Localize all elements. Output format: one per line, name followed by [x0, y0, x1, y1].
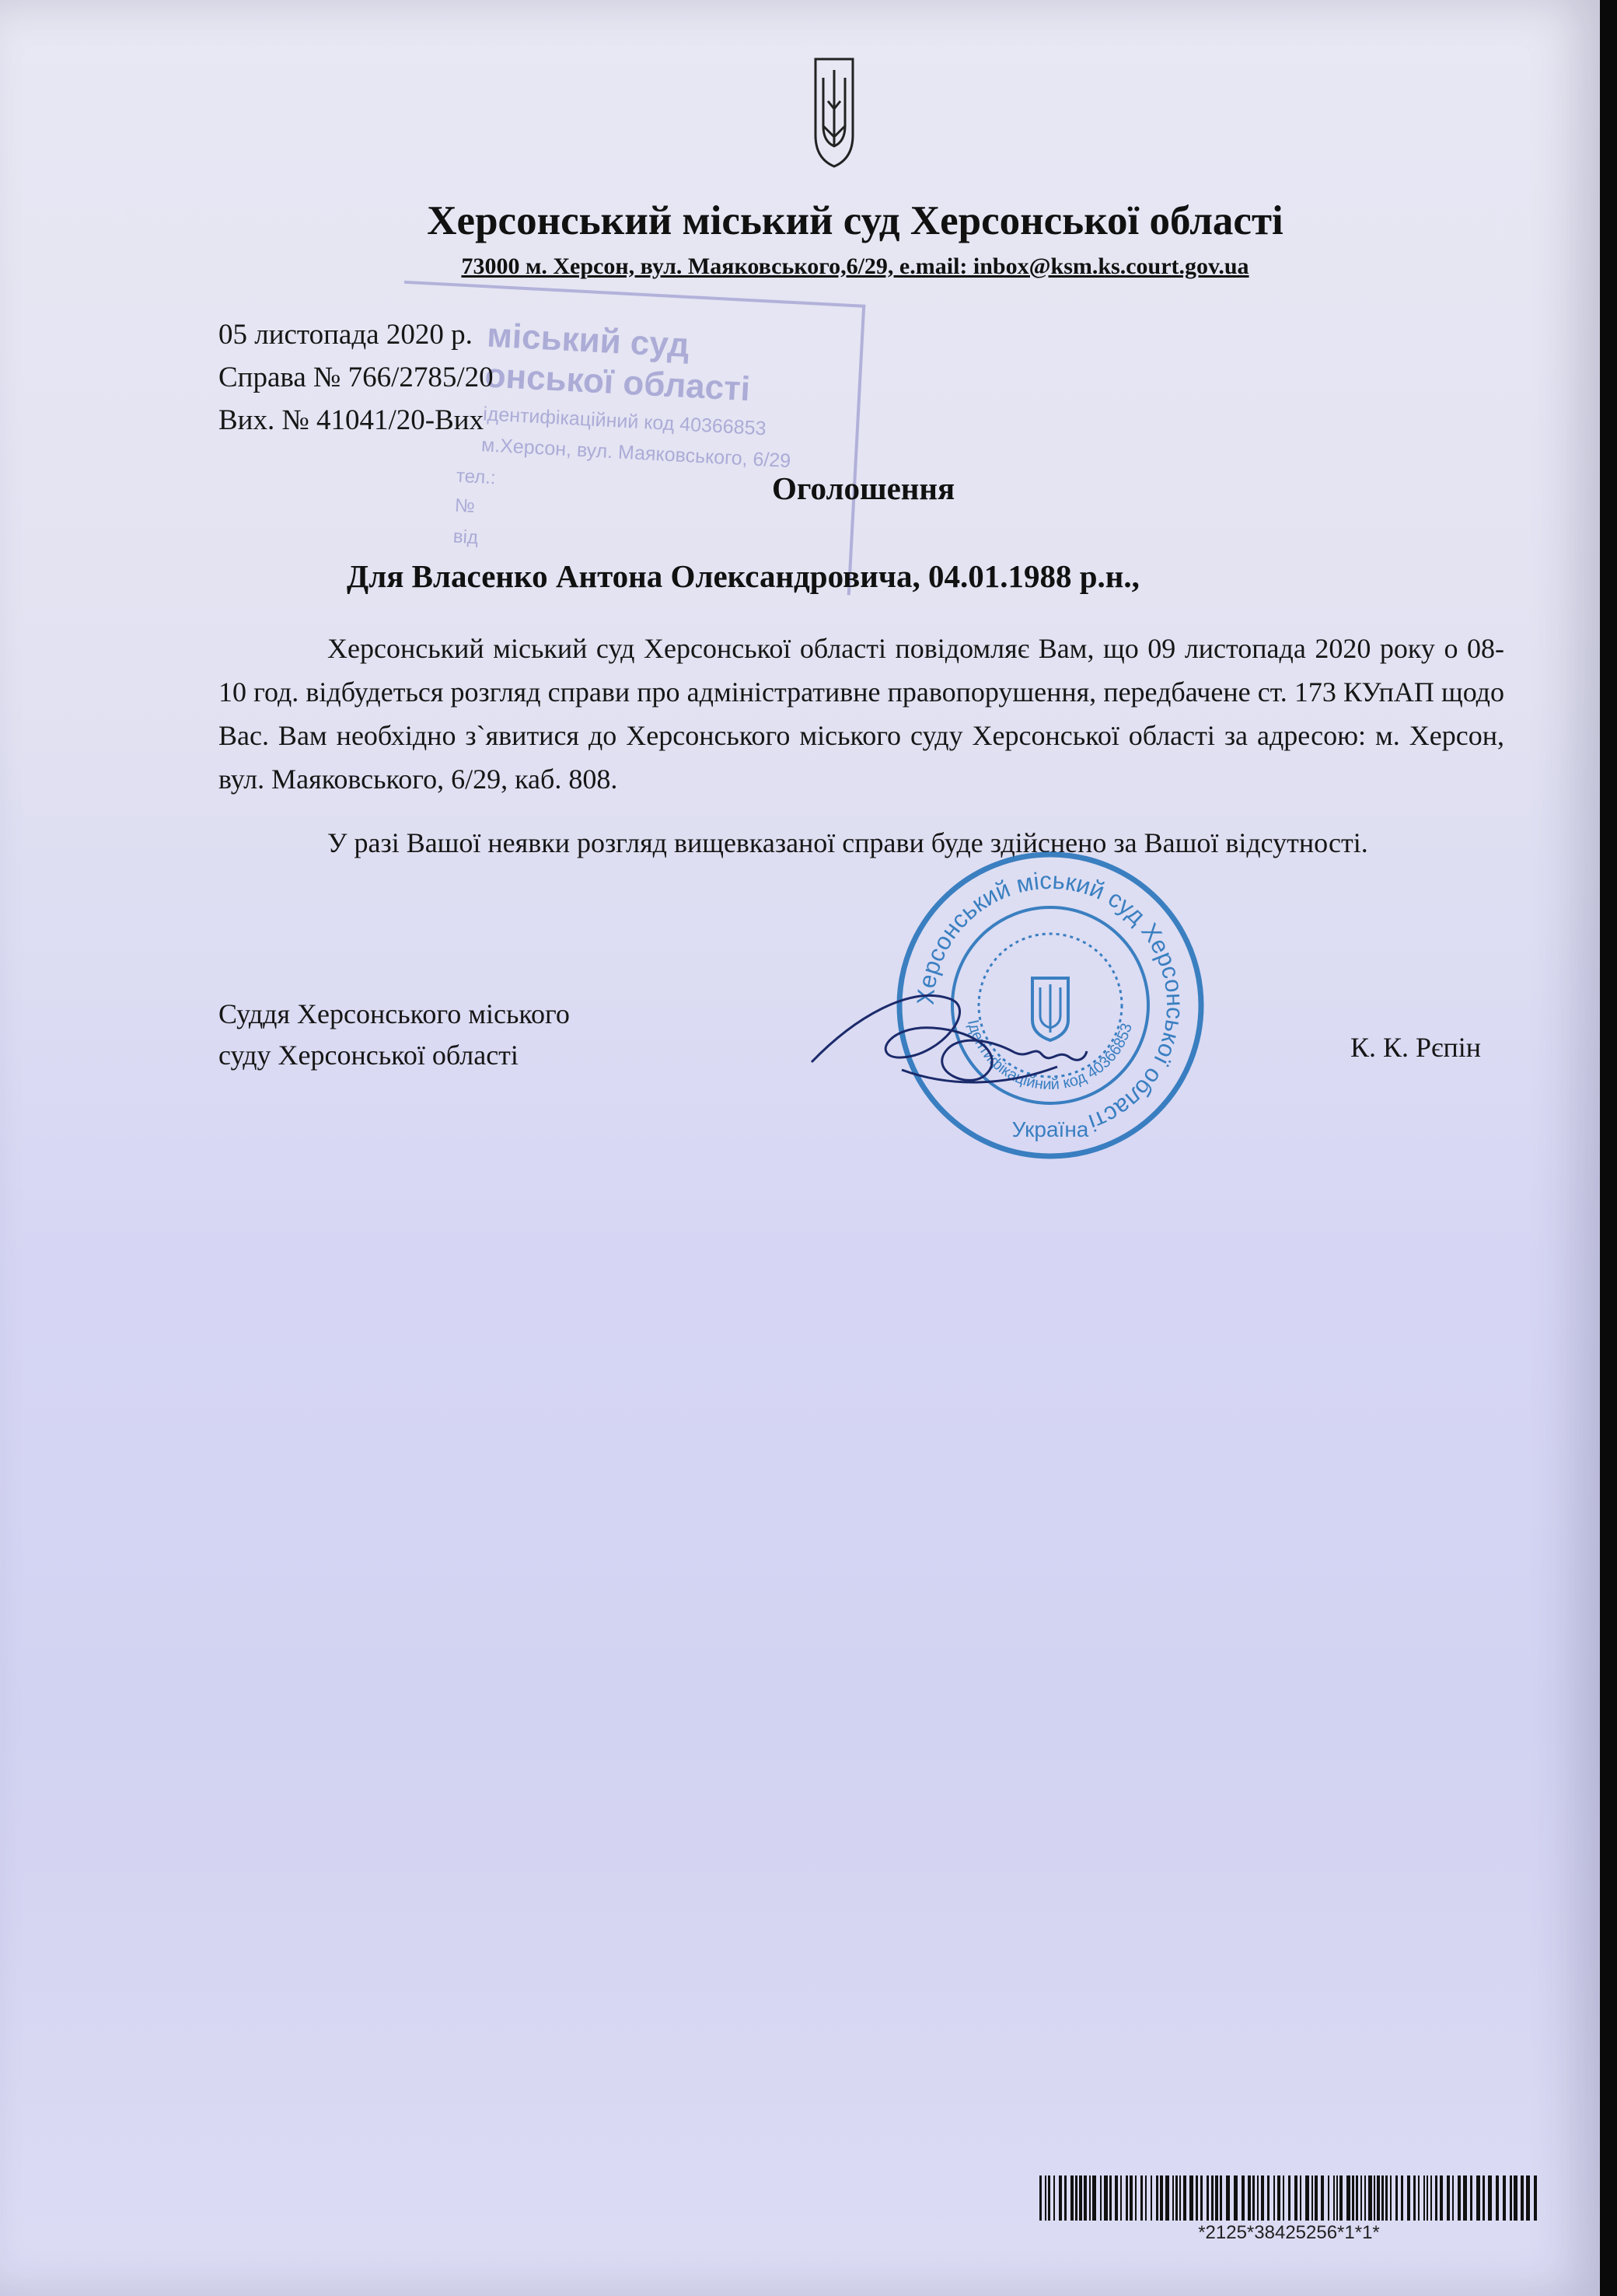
- barcode-bar: [1156, 2175, 1158, 2221]
- barcode-bar: [1413, 2175, 1416, 2221]
- stamp-line: онської області: [484, 356, 752, 409]
- barcode-bar: [1381, 2175, 1384, 2221]
- barcode-bar: [1248, 2175, 1251, 2221]
- barcode-bar: [1315, 2175, 1318, 2221]
- barcode-bar: [1220, 2175, 1222, 2221]
- barcode-bar: [1092, 2175, 1096, 2221]
- barcode-bar: [1435, 2175, 1437, 2221]
- registration-block: [218, 313, 494, 442]
- barcode-bar: [1267, 2175, 1270, 2221]
- barcode-bar: [1100, 2175, 1102, 2221]
- barcode-bar: [1277, 2175, 1280, 2221]
- barcode-bar: [1273, 2175, 1275, 2221]
- barcode-bar: [1283, 2175, 1284, 2221]
- barcode-bar: [1514, 2175, 1517, 2221]
- barcode-bar: [1226, 2175, 1230, 2221]
- barcode-bar: [1257, 2175, 1259, 2221]
- barcode-bar: [1300, 2175, 1301, 2221]
- barcode-bar: [1140, 2175, 1143, 2221]
- barcode-bar: [1360, 2175, 1362, 2221]
- seal-country-text: Україна: [1011, 1117, 1089, 1141]
- barcode-bar: [1483, 2175, 1485, 2221]
- barcode-bar: [1070, 2175, 1074, 2221]
- barcode-text: *2125*38425256*1*1*: [1198, 2222, 1380, 2243]
- barcode-bar: [1109, 2175, 1112, 2221]
- barcode-bar: [1368, 2175, 1372, 2221]
- court-address: 73000 м. Херсон, вул. Маяковського,6/29, e.mail: inbox@ksm.ks.court.gov.ua: [461, 253, 1249, 279]
- barcode-bar: [1252, 2175, 1255, 2221]
- barcode-bar: [1305, 2175, 1309, 2221]
- barcode-bar: [1488, 2175, 1492, 2221]
- judge-position: [218, 994, 570, 1076]
- barcode-bar: [1447, 2175, 1450, 2221]
- barcode-bar: [1321, 2175, 1324, 2221]
- barcode-bar: [1115, 2175, 1118, 2221]
- outgoing-number: Вих. № 41041/20-Вих: [218, 404, 484, 436]
- barcode-bar: [1215, 2175, 1218, 2221]
- barcode-bar: [1104, 2175, 1108, 2221]
- barcode-bar: [1207, 2175, 1209, 2221]
- judge-name: К. К. Рєпін: [1350, 1032, 1482, 1063]
- barcode-bar: [1135, 2175, 1137, 2221]
- barcode-bar: [1053, 2175, 1055, 2221]
- barcode-bar: [1377, 2175, 1380, 2221]
- barcode-bar: [1526, 2175, 1530, 2221]
- barcode-bar: [1346, 2175, 1350, 2221]
- barcode-bar: [1476, 2175, 1480, 2221]
- stamp-line: м.Херсон, вул. Маяковського, 6/29: [480, 434, 791, 473]
- barcode-bar: [1534, 2175, 1537, 2221]
- barcode-bar: [1189, 2175, 1193, 2221]
- barcode-bar: [1364, 2175, 1366, 2221]
- barcode-bar: [1395, 2175, 1398, 2221]
- document-date: 05 листопада 2020 р.: [218, 319, 473, 351]
- barcode-bar: [1418, 2175, 1420, 2221]
- barcode-bar: [1234, 2175, 1238, 2221]
- stamp-line: міський суд: [486, 316, 690, 365]
- judge-position-line: суду Херсонської області: [218, 1040, 519, 1071]
- barcode-bar: [1196, 2175, 1198, 2221]
- barcode-bar: [1288, 2175, 1290, 2221]
- barcode-bar: [1145, 2175, 1147, 2221]
- barcode-bar: [1084, 2175, 1087, 2221]
- barcode: [1038, 2175, 1540, 2261]
- barcode-bar: [1521, 2175, 1524, 2221]
- barcode-bar: [1390, 2175, 1392, 2221]
- seal-outer-text: Херсонський міський суд Херсонської області: [911, 866, 1189, 1137]
- barcode-bar: [1452, 2175, 1454, 2221]
- addressee: Для Власенко Антона Олександровича, 04.01.1988 р.н.,: [347, 558, 1140, 594]
- judge-signature: [808, 970, 1088, 1103]
- barcode-bar: [1179, 2175, 1181, 2221]
- stamp-line: №: [454, 494, 476, 517]
- stamp-line: тел.:: [456, 465, 497, 489]
- barcode-bar: [1165, 2175, 1169, 2221]
- barcode-bar: [1458, 2175, 1461, 2221]
- barcode-bar: [1059, 2175, 1062, 2221]
- barcode-bar: [1048, 2175, 1050, 2221]
- barcode-bar: [1089, 2175, 1091, 2221]
- barcode-bar: [1336, 2175, 1338, 2221]
- barcode-bar: [1496, 2175, 1499, 2221]
- barcode-bars: [1038, 2175, 1540, 2221]
- barcode-bar: [1401, 2175, 1403, 2221]
- seal-code-text: Ідентифікаційний код 40366853: [963, 1018, 1136, 1094]
- barcode-bar: [1160, 2175, 1163, 2221]
- barcode-bar: [1120, 2175, 1122, 2221]
- barcode-bar: [1430, 2175, 1432, 2221]
- barcode-bar: [1463, 2175, 1467, 2221]
- barcode-bar: [1039, 2175, 1042, 2221]
- barcode-bar: [1261, 2175, 1264, 2221]
- barcode-bar: [1328, 2175, 1329, 2221]
- barcode-bar: [1045, 2175, 1046, 2221]
- announcement-title: Оголошення: [772, 470, 955, 506]
- barcode-bar: [1510, 2175, 1512, 2221]
- judge-position-line: Суддя Херсонського міського: [218, 998, 570, 1029]
- stamp-line: ідентифікаційний код 40366853: [482, 403, 767, 440]
- court-name-heading: Херсонський міський суд Херсонської області: [427, 198, 1283, 243]
- case-number: Справа № 766/2785/20: [218, 362, 494, 393]
- barcode-bar: [1385, 2175, 1388, 2221]
- barcode-bar: [1407, 2175, 1410, 2221]
- barcode-bar: [1440, 2175, 1443, 2221]
- barcode-bar: [1374, 2175, 1375, 2221]
- coat-of-arms-icon: [812, 54, 856, 169]
- body-paragraph: Херсонський міський суд Херсонської області повідомляє Вам, що 09 листопада 2020 року о 08-10 год. відбудеться розгляд справи про адміністративне правопорушення, передбачене ст. 173 КУпАП щодо Вас. Вам необхідно з`явитися до Херсонського міського суду Херсонської області за адресою: м. Херсон, вул. Маяковського, 6/29, каб. 808.: [218, 633, 1504, 795]
- barcode-bar: [1064, 2175, 1067, 2221]
- barcode-bar: [1503, 2175, 1506, 2221]
- stamp-line: від: [452, 526, 479, 549]
- barcode-bar: [1151, 2175, 1152, 2221]
- barcode-bar: [1423, 2175, 1425, 2221]
- barcode-bar: [1427, 2175, 1428, 2221]
- barcode-bar: [1183, 2175, 1186, 2221]
- barcode-bar: [1356, 2175, 1358, 2221]
- barcode-bar: [1172, 2175, 1174, 2221]
- body-paragraph: У разі Вашої неявки розгляд вищевказаної справи буде здійснено за Вашої відсутності.: [327, 827, 1368, 858]
- barcode-bar: [1470, 2175, 1472, 2221]
- barcode-bar: [1339, 2175, 1343, 2221]
- barcode-bar: [1075, 2175, 1077, 2221]
- barcode-bar: [1079, 2175, 1082, 2221]
- barcode-bar: [1175, 2175, 1178, 2221]
- barcode-bar: [1242, 2175, 1245, 2221]
- barcode-bar: [1200, 2175, 1203, 2221]
- barcode-bar: [1126, 2175, 1128, 2221]
- barcode-bar: [1294, 2175, 1297, 2221]
- barcode-bar: [1311, 2175, 1313, 2221]
- barcode-bar: [1333, 2175, 1335, 2221]
- barcode-bar: [1211, 2175, 1214, 2221]
- barcode-bar: [1352, 2175, 1354, 2221]
- barcode-bar: [1130, 2175, 1133, 2221]
